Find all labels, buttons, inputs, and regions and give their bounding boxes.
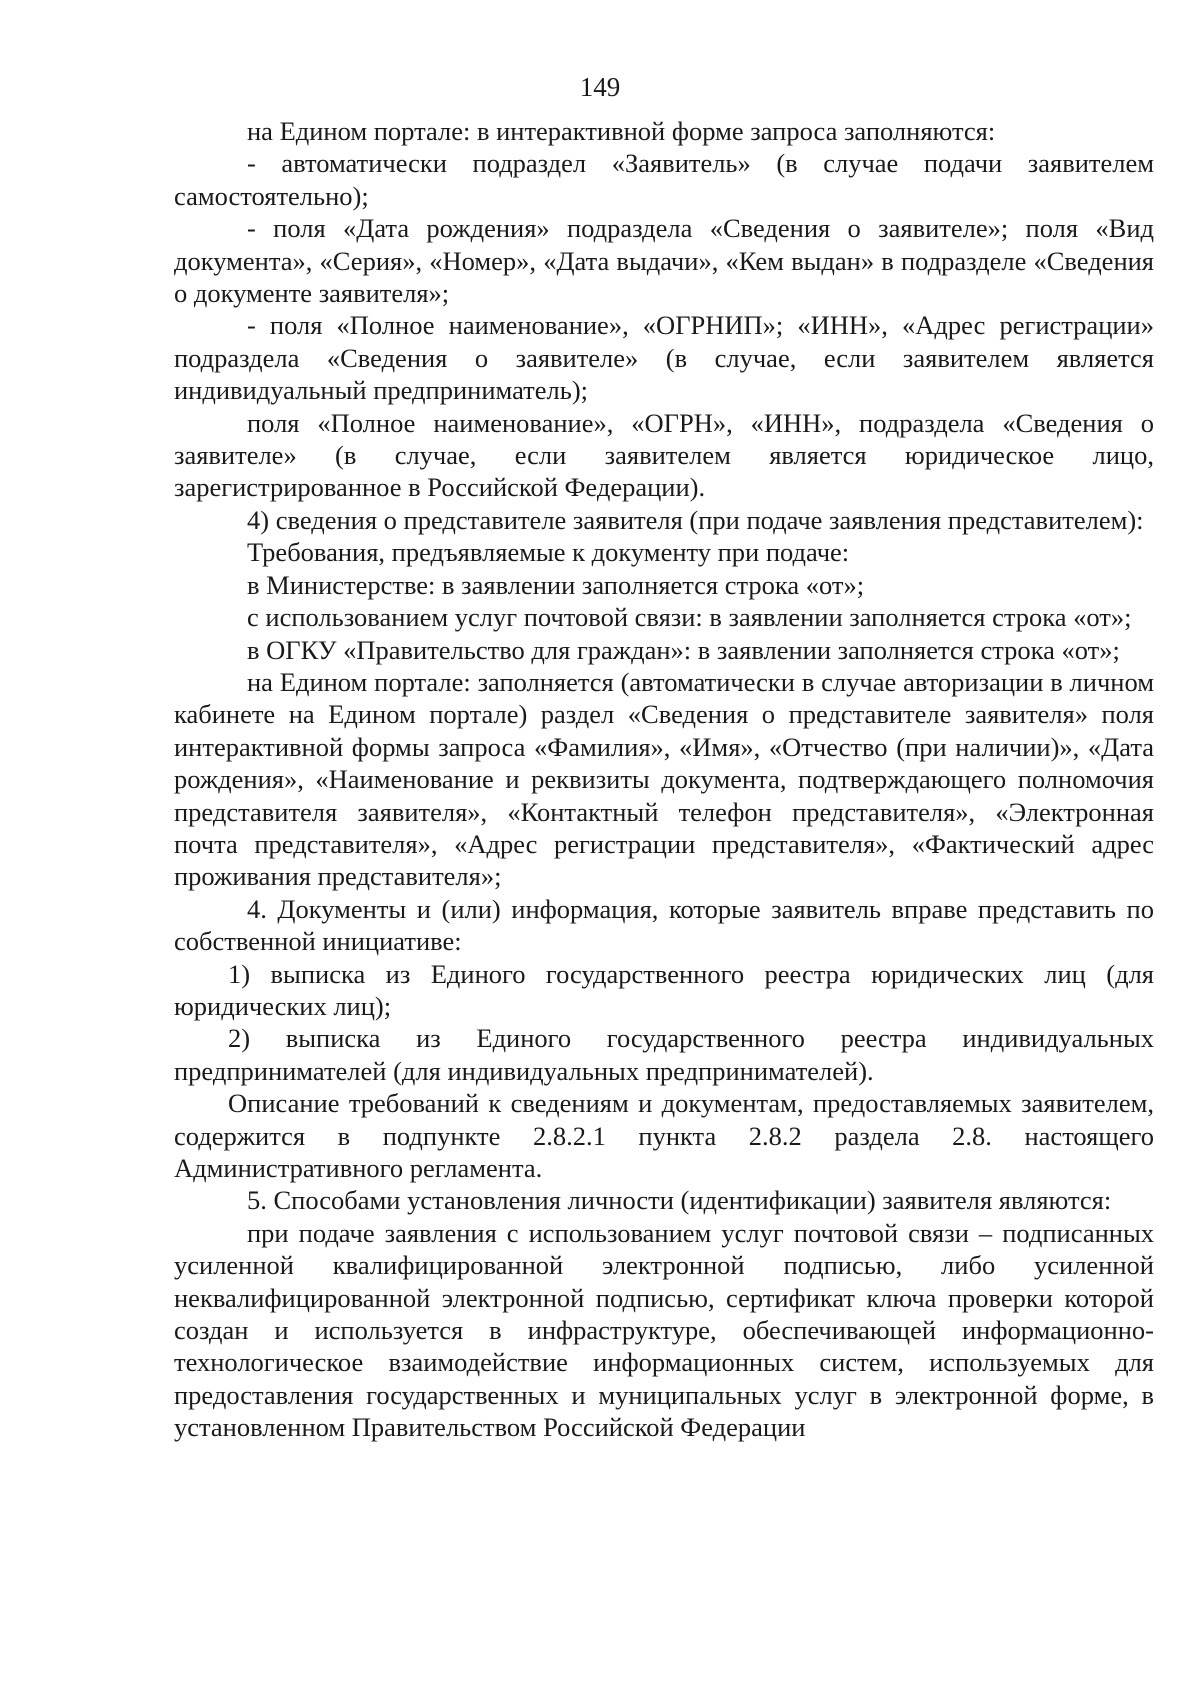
paragraph-section-4-documents: 4. Документы и (или) информация, которые заявитель вправе представить по собственной инициативе: (174, 893, 1154, 957)
paragraph-portal-form: на Едином портале: в интерактивной форме запроса заполняются: (247, 116, 996, 146)
list-item-legal-entities-extract: 1) выписка из Единого государственного реестра юридических лиц (для юридических лиц); (174, 958, 1154, 1021)
paragraph-postal-signature: при подаче заявления с использованием услуг почтовой связи – подписанных усиленной квалифицированной электронной подписью, либо усиленной неквалифицированной электронной подписью, сертификат ключа проверки которой создан и используется в инфраструктуре, обеспечивающей информационно-технологическое взаимодействие информационных систем, используемых для предоставления государственных и муниципальных услуг в электронной форме, в установленном Правительством Российской Федерации (174, 1217, 1154, 1443)
paragraph-postal-service: с использованием услуг почтовой связи: в заявлении заполняется строка «от»; (247, 602, 1132, 633)
document-body (174, 115, 1154, 1444)
paragraph-section-5-identification: 5. Способами установления личности (идентификации) заявителя являются: (247, 1185, 1112, 1216)
paragraph-requirements-description: Описание требований к сведениям и документам, предоставляемых заявителем, содержится в подпункте 2.8.2.1 пункта 2.8.2 раздела 2.8. настоящего Административного регламента. (174, 1088, 1154, 1183)
paragraph-entrepreneur-fields: - поля «Полное наименование», «ОГРНИП»; «ИНН», «Адрес регистрации» подраздела «Сведения о заявителе» (в случае, если заявителем является индивидуальный предприниматель); (174, 310, 1154, 406)
paragraph-ogku: в ОГКУ «Правительство для граждан»: в заявлении заполняется строка «от»; (247, 634, 1120, 665)
paragraph-legal-entity-fields: поля «Полное наименование», «ОГРН», «ИНН», подраздела «Сведения о заявителе» (в случае, если заявителем является юридическое лицо, зарегистрированное в Российской Федерации). (174, 407, 1154, 503)
paragraph-document-requirements: Требования, предъявляемые к документу при подаче: (247, 537, 850, 568)
paragraph-applicant-subsection: - автоматически подраздел «Заявитель» (в случае подачи заявителем самостоятельно); (174, 148, 1154, 211)
paragraph-representative-info: 4) сведения о представителе заявителя (при подаче заявления представителем): (247, 504, 1144, 535)
paragraph-ministry: в Министерстве: в заявлении заполняется строка «от»; (247, 569, 865, 600)
page-number: 149 (579, 72, 621, 102)
paragraph-birthdate-fields: - поля «Дата рождения» подраздела «Сведения о заявителе»; поля «Вид документа», «Серия», «Номер», «Дата выдачи», «Кем выдан» в подразделе «Сведения о документе заявителя»; (174, 213, 1154, 309)
paragraph-portal-representative: на Едином портале: заполняется (автоматически в случае авторизации в личном кабинете на Едином портале) раздел «Сведения о представителе заявителя» поля интерактивной формы запроса «Фамилия», «Имя», «Отчество (при наличии)», «Дата рождения», «Наименование и реквизиты документа, подтверждающего полномочия представителя заявителя», «Контактный телефон представителя», «Электронная почта представителя», «Адрес регистрации представителя», «Фактический адрес проживания представителя»; (174, 666, 1154, 892)
list-item-entrepreneurs-extract: 2) выписка из Единого государственного реестра индивидуальных предпринимателей (для индивидуальных предпринимателей). (174, 1023, 1154, 1086)
